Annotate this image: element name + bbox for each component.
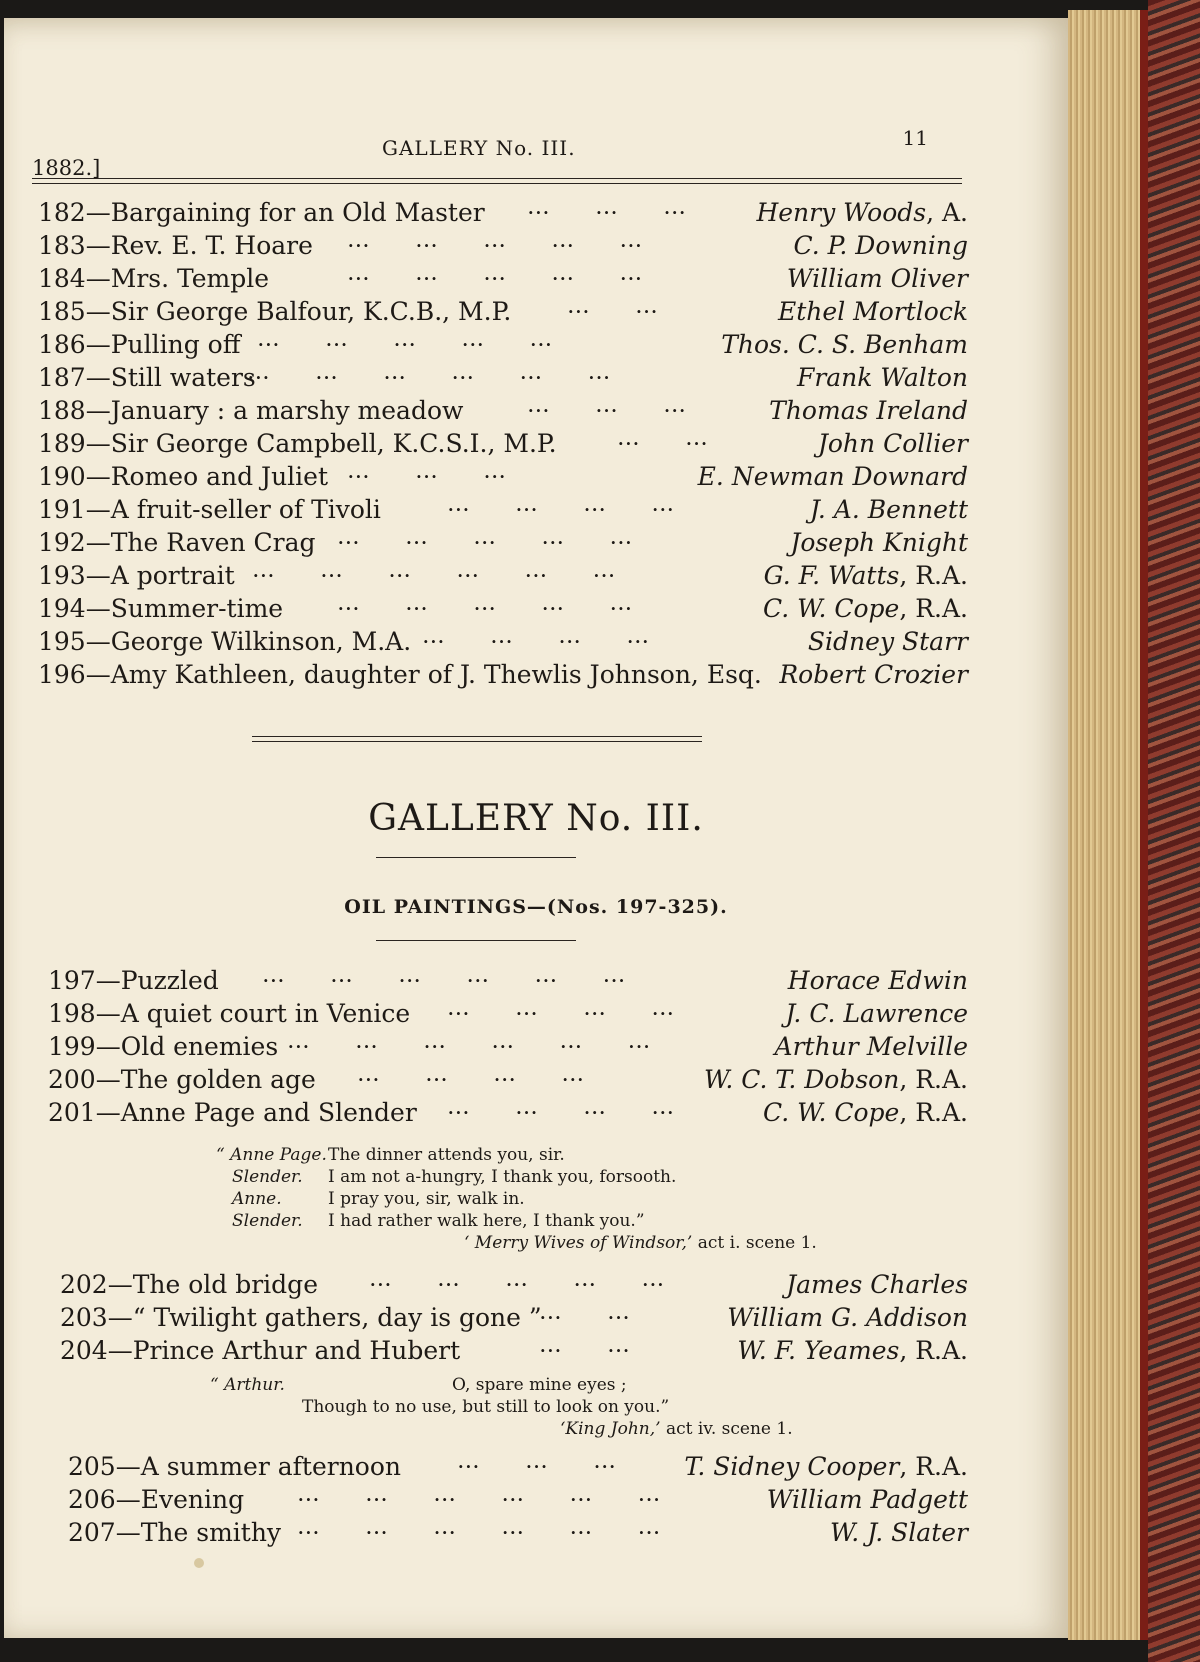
entry-artist: W. F. Yeames, R.A. [737,1336,968,1365]
entry-artist: C. W. Cope, R.A. [763,1098,968,1127]
list-item [38,625,968,658]
gallery-heading: GALLERY No. III. [368,798,704,839]
paper-speck [194,1558,204,1568]
entry-title: 195—George Wilkinson, M.A. [38,627,412,656]
leader-dots: ... ... ... [458,1453,617,1472]
quote-source [210,1418,910,1440]
leader-dots: ... ... ... ... ... ... [298,1486,662,1505]
section-divider [252,736,702,742]
entry-title: 188—January : a marshy meadow [38,396,464,425]
subheading-rule [376,940,576,941]
entries-list-a [48,964,968,1129]
quote-speaker: Slender. [232,1167,303,1187]
entry-artist: C. P. Downing [793,231,968,260]
entry-artist: W. C. T. Dobson, R.A. [704,1065,968,1094]
leader-dots: ... ... [540,1337,631,1356]
list-item [38,262,968,295]
entry-title: 193—A portrait [38,561,235,590]
quote-text: O, spare mine eyes ; [452,1375,627,1395]
quotation-king-john [210,1374,910,1440]
leader-dots: ... ... ... ... [423,628,651,647]
entries-list-c [68,1450,968,1549]
entry-title: 203—“ Twilight gathers, day is gone ” [60,1303,542,1332]
entry-title: 196—Amy Kathleen, daughter of J. Thewlis Johnson, Esq. [38,660,762,689]
leader-dots: ... ... ... ... ... ... [248,364,612,383]
entry-title: 200—The golden age [48,1065,316,1094]
entry-title: 198—A quiet court in Venice [48,999,411,1028]
source-work: ‘ Merry Wives of Windsor,’ [464,1233,693,1253]
entry-artist: John Collier [817,429,968,458]
leader-dots: ... ... ... ... ... ... [253,562,617,581]
leader-dots: ... ... [540,1304,631,1323]
leader-dots: ... ... ... ... [448,1099,676,1118]
entry-artist: J. C. Lawrence [785,999,968,1028]
header-year: 1882.] [32,156,101,180]
quote-speaker: Anne. [232,1189,282,1209]
quote-source [216,1232,916,1254]
quote-line [210,1374,910,1396]
leader-dots: ... ... ... ... ... [370,1271,666,1290]
header-title: GALLERY No. III. [382,136,576,160]
entry-artist: Ethel Mortlock [778,297,968,326]
quote-speaker: “ Arthur. [210,1375,285,1395]
entry-title: 182—Bargaining for an Old Master [38,198,485,227]
quote-text: I pray you, sir, walk in. [328,1189,525,1209]
entry-title: 191—A fruit-seller of Tivoli [38,495,381,524]
entry-artist: Thos. C. S. Benham [721,330,968,359]
running-header [32,122,928,182]
entry-title: 194—Summer-time [38,594,284,623]
leader-dots: ... ... ... ... [358,1066,586,1085]
leader-dots: ... ... ... ... ... ... [288,1033,652,1052]
catalogue-page [4,18,1068,1638]
leader-dots: ... ... [568,298,659,317]
entry-title: 183—Rev. E. T. Hoare [38,231,313,260]
leader-dots: ... ... ... [528,397,687,416]
quote-line [216,1144,916,1166]
entry-artist: Arthur Melville [774,1032,968,1061]
entry-title: 192—The Raven Crag [38,528,316,557]
leader-dots: ... ... ... ... [448,496,676,515]
quote-text: Though to no use, but still to look on you.” [302,1397,670,1417]
quote-line [216,1188,916,1210]
entry-artist: Henry Woods, A. [756,198,968,227]
quote-line [210,1396,910,1418]
entry-title: 199—Old enemies [48,1032,279,1061]
list-item [38,394,968,427]
entry-title: 190—Romeo and Juliet [38,462,329,491]
list-item [38,361,968,394]
entry-title: 185—Sir George Balfour, K.C.B., M.P. [38,297,512,326]
entry-artist: Thomas Ireland [769,396,968,425]
source-ref: act i. scene 1. [697,1233,817,1253]
entry-artist: Sidney Starr [807,627,968,656]
leader-dots: ... ... ... ... ... [348,265,644,284]
entry-artist: T. Sidney Cooper, R.A. [684,1452,968,1481]
entry-title: 205—A summer afternoon [68,1452,402,1481]
list-item [38,658,968,691]
leader-dots: ... ... ... [348,463,507,482]
entry-title: 201—Anne Page and Slender [48,1098,417,1127]
source-work: ‘King John,’ [560,1419,661,1439]
quotation-merry-wives [216,1144,916,1254]
entry-artist: William G. Addison [727,1303,968,1332]
quote-text: I am not a-hungry, I thank you, forsooth. [328,1167,677,1187]
source-ref: act iv. scene 1. [665,1419,793,1439]
entry-title: 187—Still waters [38,363,256,392]
entry-artist: J. A. Bennett [809,495,968,524]
list-item [48,1096,968,1129]
page-stack-edge [1068,10,1148,1640]
section-subheading: OIL PAINTINGS—(Nos. 197-325). [344,896,728,918]
entry-artist: W. J. Slater [829,1518,968,1547]
leader-dots: ... ... ... [528,199,687,218]
leader-dots: ... ... ... ... ... ... [263,967,627,986]
entry-title: 189—Sir George Campbell, K.C.S.I., M.P. [38,429,557,458]
entry-title: 186—Pulling off [38,330,241,359]
leader-dots: ... ... ... ... ... [338,595,634,614]
entry-title: 197—Puzzled [48,966,219,995]
entry-artist: C. W. Cope, R.A. [763,594,968,623]
leader-dots: ... ... ... ... ... ... [298,1519,662,1538]
quote-speaker: “ Anne Page. [216,1145,327,1165]
header-rule [32,178,962,184]
leader-dots: ... ... ... ... ... [258,331,554,350]
leader-dots: ... ... ... ... ... [338,529,634,548]
entry-title: 184—Mrs. Temple [38,264,270,293]
list-item [60,1301,968,1334]
entries-list-b [60,1268,968,1367]
entry-title: 206—Evening [68,1485,245,1514]
entry-title: 207—The smithy [68,1518,282,1547]
list-item [60,1334,968,1367]
entry-artist: William Oliver [786,264,968,293]
quote-line [216,1166,916,1188]
entry-artist: E. Newman Downard [697,462,968,491]
entry-artist: Robert Crozier [779,660,968,689]
quote-text: The dinner attends you, sir. [328,1145,565,1165]
entry-artist: Horace Edwin [787,966,968,995]
page-number: 11 [902,126,928,150]
quote-line [216,1210,916,1232]
entry-title: 204—Prince Arthur and Hubert [60,1336,461,1365]
leader-dots: ... ... ... ... ... [348,232,644,251]
entry-artist: Frank Walton [796,363,968,392]
list-item [60,1268,968,1301]
quote-text: I had rather walk here, I thank you.” [328,1211,645,1231]
leader-dots: ... ... ... ... [448,1000,676,1019]
entry-artist: James Charles [786,1270,968,1299]
heading-rule [376,857,576,858]
list-item [68,1516,968,1549]
book-binding-edge [1148,0,1200,1662]
entry-artist: Joseph Knight [790,528,968,557]
entry-artist: G. F. Watts, R.A. [763,561,968,590]
leader-dots: ... ... [618,430,709,449]
entry-title: 202—The old bridge [60,1270,318,1299]
quote-speaker: Slender. [232,1211,303,1231]
entry-artist: William Padgett [766,1485,968,1514]
upper-entries-list [38,196,968,691]
